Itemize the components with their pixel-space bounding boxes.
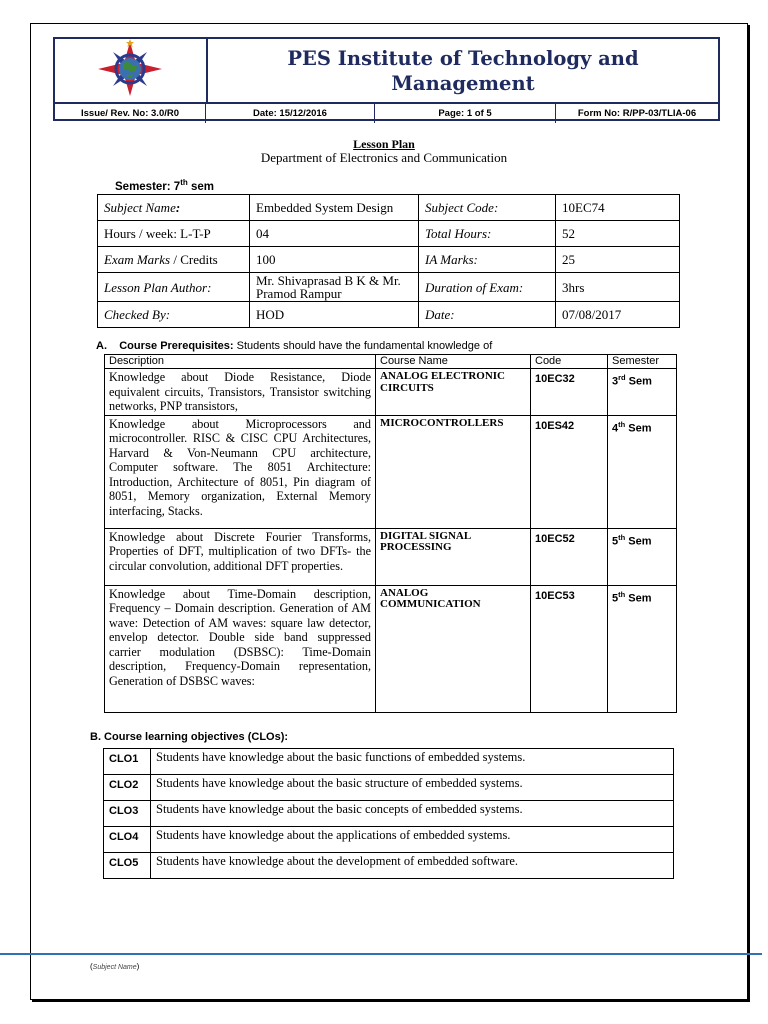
prereq-course-name: ANALOG COMMUNICATION bbox=[376, 585, 531, 712]
prereq-course-name: MICROCONTROLLERS bbox=[376, 415, 531, 528]
institute-logo bbox=[55, 39, 208, 102]
prerequisites-table bbox=[104, 354, 677, 713]
form-number: Form No: R/PP-03/TLIA-06 bbox=[577, 108, 697, 119]
duration-label: Duration of Exam: bbox=[419, 273, 556, 302]
semester-text: Semester: 7 bbox=[115, 180, 181, 193]
subject-info-table bbox=[97, 194, 680, 328]
clo-id: CLO5 bbox=[104, 853, 151, 879]
table-row bbox=[98, 302, 680, 328]
hours-label: Hours / week: L-T-P bbox=[98, 221, 250, 247]
clo-text: Students have knowledge about the basic functions of embedded systems. bbox=[151, 749, 674, 775]
institute-name: PES Institute of Technology and Management bbox=[287, 46, 639, 95]
footer-subject-name: Subject Name bbox=[92, 964, 137, 971]
sem-word: Sem bbox=[625, 535, 652, 548]
subject-name-label-text: Subject Name bbox=[104, 200, 176, 215]
compass-globe-icon bbox=[55, 39, 206, 100]
subject-name-colon: : bbox=[175, 200, 181, 215]
footer-subject bbox=[90, 962, 139, 971]
date-label-text: Date bbox=[425, 307, 451, 322]
author-label: Lesson Plan Author: bbox=[98, 273, 250, 302]
prereq-course-name: DIGITAL SIGNAL PROCESSING bbox=[376, 528, 531, 585]
date-value: 07/08/2017 bbox=[556, 302, 680, 328]
clo-id: CLO4 bbox=[104, 827, 151, 853]
header-date: Date: 15/12/2016 bbox=[206, 104, 375, 123]
footer-divider bbox=[0, 953, 762, 955]
sem-number: 4 bbox=[612, 422, 619, 435]
table-header-row bbox=[105, 355, 677, 369]
table-row bbox=[105, 528, 677, 585]
exam-marks-label-text: Exam Marks bbox=[104, 252, 171, 267]
checked-by-value: HOD bbox=[250, 302, 419, 328]
section-a-subtitle: Students should have the fundamental knowledge of bbox=[233, 340, 493, 352]
lesson-plan-title-text: Lesson Plan bbox=[353, 137, 415, 151]
footer-close-paren: ) bbox=[136, 962, 140, 971]
issue-number: Issue/ Rev. No: 3.0/R0 bbox=[55, 104, 206, 123]
semester-label bbox=[115, 178, 214, 193]
prereq-description: Knowledge about Time-Domain description, Frequency – Domain description. Generation of AM wave: Detection of AM waves: square law detector, envelop detector. Double side band suppressed carrier modulation (DSBSC): Time-Domain description, Frequency-Domain representation, Generation of DSBSC waves: bbox=[105, 585, 376, 712]
prereq-code: 10EC53 bbox=[531, 585, 608, 712]
prereq-semester bbox=[608, 369, 677, 416]
clo-text: Students have knowledge about the applications of embedded systems. bbox=[151, 827, 674, 853]
clo-text: Students have knowledge about the development of embedded software. bbox=[151, 853, 674, 879]
sem-word: Sem bbox=[625, 375, 652, 388]
clo-text: Students have knowledge about the basic structure of embedded systems. bbox=[151, 775, 674, 801]
sem-number: 5 bbox=[612, 592, 619, 605]
table-row bbox=[104, 775, 674, 801]
clo-table bbox=[103, 748, 674, 879]
section-a-title: Course Prerequisites: bbox=[119, 340, 234, 352]
ia-marks-value: 25 bbox=[556, 247, 680, 273]
semester-sup: th bbox=[180, 178, 188, 187]
table-row bbox=[104, 801, 674, 827]
department-name: Department of Electronics and Communication bbox=[260, 150, 508, 165]
author-value: Mr. Shivaprasad B K & Mr. Pramod Rampur bbox=[250, 273, 419, 302]
semester-suffix: sem bbox=[187, 180, 214, 193]
page-number: Page: 1 of 5 bbox=[375, 104, 556, 123]
column-header: Semester bbox=[608, 355, 677, 369]
clo-id: CLO1 bbox=[104, 749, 151, 775]
table-row bbox=[105, 585, 677, 712]
table-row bbox=[98, 273, 680, 302]
table-row bbox=[98, 221, 680, 247]
table-row bbox=[98, 247, 680, 273]
document-header bbox=[53, 37, 720, 121]
total-hours-value: 52 bbox=[556, 221, 680, 247]
section-a-heading bbox=[96, 340, 492, 352]
subject-code-label-text: Subject Code bbox=[425, 200, 494, 215]
exam-marks-label bbox=[98, 247, 250, 273]
sem-word: Sem bbox=[625, 422, 652, 435]
prereq-code: 10EC52 bbox=[531, 528, 608, 585]
credits-label-text: / Credits bbox=[170, 252, 218, 267]
ia-marks-label: IA Marks: bbox=[419, 247, 556, 273]
sem-sup: th bbox=[618, 589, 626, 599]
prereq-code: 10ES42 bbox=[531, 415, 608, 528]
subject-name-label bbox=[98, 195, 250, 221]
sem-number: 5 bbox=[612, 535, 619, 548]
footer-open-paren: ( bbox=[90, 962, 93, 971]
prereq-description: Knowledge about Diode Resistance, Diode equivalent circuits, Transistors, Transistor switching networks, PNP transistors, bbox=[105, 369, 376, 416]
prereq-code: 10EC32 bbox=[531, 369, 608, 416]
prereq-semester bbox=[608, 415, 677, 528]
duration-label-text: Duration of Exam bbox=[425, 279, 519, 295]
date-label: Date: bbox=[419, 302, 556, 328]
sem-sup: rd bbox=[618, 373, 626, 382]
checked-by-label: Checked By: bbox=[98, 302, 250, 328]
subject-name-value: Embedded System Design bbox=[250, 195, 419, 221]
section-a-letter: A. bbox=[96, 340, 107, 352]
table-row bbox=[104, 853, 674, 879]
hours-value: 04 bbox=[250, 221, 419, 247]
sem-sup: th bbox=[618, 419, 626, 429]
clo-id: CLO2 bbox=[104, 775, 151, 801]
prereq-description: Knowledge about Discrete Fourier Transforms, Properties of DFT, multiplication of two DFTs- the circular convolution, additional DFT properties. bbox=[105, 528, 376, 585]
sem-sup: th bbox=[618, 532, 626, 542]
table-row bbox=[104, 827, 674, 853]
prereq-course-name: ANALOG ELECTRONIC CIRCUITS bbox=[376, 369, 531, 416]
duration-value: 3hrs bbox=[556, 273, 680, 302]
table-row bbox=[105, 369, 677, 416]
table-row bbox=[104, 749, 674, 775]
table-row bbox=[105, 415, 677, 528]
prereq-semester bbox=[608, 585, 677, 712]
column-header: Course Name bbox=[376, 355, 531, 369]
total-hours-label: Total Hours: bbox=[419, 221, 556, 247]
column-header: Description bbox=[105, 355, 376, 369]
prereq-description: Knowledge about Microprocessors and microcontroller. RISC & CISC CPU Architectures, Harvard & Von-Neumann CPU architecture, Computer software. The 8051 Architecture: Introduction, Architecture of 8051, Pin diagram of 8051, Memory organization, External Memory interfacing, Stacks. bbox=[105, 415, 376, 528]
sem-word: Sem bbox=[625, 592, 652, 605]
author-label-text: Lesson Plan Author bbox=[104, 279, 208, 295]
section-b-heading: B. Course learning objectives (CLOs): bbox=[90, 731, 289, 743]
column-header: Code bbox=[531, 355, 608, 369]
subject-code-label: Subject Code: bbox=[419, 195, 556, 221]
header-meta-row bbox=[55, 102, 718, 123]
sem-number: 3 bbox=[612, 375, 619, 388]
prereq-semester bbox=[608, 528, 677, 585]
table-row bbox=[98, 195, 680, 221]
subject-code-value: 10EC74 bbox=[556, 195, 680, 221]
ia-marks-label-text: IA Marks bbox=[425, 252, 474, 267]
exam-marks-value: 100 bbox=[250, 247, 419, 273]
clo-text: Students have knowledge about the basic concepts of embedded systems. bbox=[151, 801, 674, 827]
clo-id: CLO3 bbox=[104, 801, 151, 827]
